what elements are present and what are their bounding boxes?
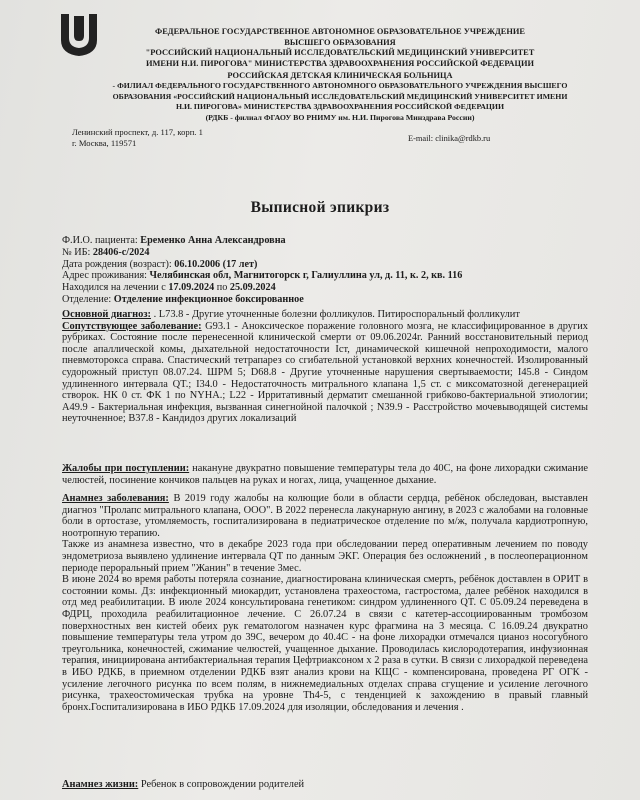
section-label: Анамнез заболевания:	[62, 493, 169, 504]
branch-line: (РДКБ - филиал ФГАОУ ВО РНИМУ им. Н.И. Пирогова Минздрава России)	[205, 112, 475, 122]
patient-address: Челябинская обл, Магнитогорск г, Галиуллина ул, д. 11, к. 2, кв. 116	[149, 270, 463, 282]
section-label: Сопутствующее заболевание:	[62, 320, 202, 332]
anamnesis-paragraph: Также из анамнеза известно, что в декабре 2023 года при обследовании перед оперативным лечением по поводу эндометриоза выявлено удлинение интервала QT по данным ЭКГ. Операция без осложнений , в послеоперационном периоде пероральный прием "Жанин" в течение 3мес.	[62, 539, 588, 574]
anamnesis-paragraph: В июне 2024 во время работы потеряла сознание, диагностирована клиническая смерть, ребёнок доставлен в ОРИТ в состоянии комы. Дз: инфекционный миокардит, установлена трахеостома, гастростома, далее ребёнок находился в отд мед реабилитации. В июле 2024 консультирована генетиком: синдром удлиненного QT. С 05.09.24 переведена в ФДРЦ, проходила реабилитационное лечение. С 26.07.24 в связи с катетер-ассоциированным тромбозом поверхностных вен кистей обеих рук гематологом назначен курс фрагмина на 3 месяца. С 16.09.24 двукратно повышение температуры тела утром до 39С, вечером до 40.4С - на фоне лихорадки отмечался цианоз носогубного треугольника, конечностей, сжимание челюстей, учащенное дыхание. Проводилась кислородотерапия, инфузионная терапия, инициирована антибактериальная терапия Цефтриаксоном х 2 раза в сутки. В связи с лихорадкой переведена в ИБО РДКБ, в приемном отделении РДКБ взят анализ крови на КЩС - компенсирована, проведена РГ ОГК - усиление легочного рисунка по всем полям, в нижнемедиальных отделах справа сгущение и усиление легочного рисунка, трахеостомическая трубка на уровне Th4-5, с тенденцией к захождению в правый главный бронх.Госпитализирована в ИБО РДКБ 17.09.2024 для изоляции, обследования и лечения .	[62, 574, 588, 713]
label: Находился на лечении с	[62, 282, 169, 294]
org-line: "РОССИЙСКИЙ НАЦИОНАЛЬНЫЙ ИССЛЕДОВАТЕЛЬСКИЙ МЕДИЦИНСКИЙ УНИВЕРСИТЕТ	[145, 48, 535, 58]
stay-to: 25.09.2024	[229, 282, 276, 294]
postal-address	[72, 127, 203, 148]
label: № ИБ:	[62, 246, 93, 258]
section-text: Ребенок в сопровождении родителей	[138, 779, 305, 790]
org-line: ИМЕНИ Н.И. ПИРОГОВА" МИНИСТЕРСТВА ЗДРАВООХРАНЕНИЯ РОССИЙСКОЙ ФЕДЕРАЦИИ	[146, 58, 534, 68]
document-title: Выписной эпикриз	[250, 199, 390, 216]
department-row	[62, 294, 602, 306]
comorbid-diagnosis	[62, 321, 588, 425]
stay-from: 17.09.2024	[168, 282, 215, 294]
patient-name-row	[62, 235, 602, 247]
section-label: Основной диагноз:	[62, 309, 151, 320]
section-label: Анамнез жизни:	[62, 779, 139, 790]
section-text: . L73.8 - Другие уточненные болезни фолликулов. Питироспоральный фолликулит	[150, 309, 520, 320]
section-text: В 2019 году жалобы на колющие боли в области сердца, ребёнок обследован, выставлен диагноз "Пролапс митрального клапана, ООО". В 2022 перенесла лакунарную ангину, в 2023 с жалобами на головные боли в ортостазе, утомляемость, госпитализирована в педиатрическое отделение по м/ж, получала кардиотропную, ноотропную терапию.	[62, 493, 588, 539]
patient-name: Еременко Анна Александровна	[140, 235, 286, 246]
label: Ф.И.О. пациента:	[62, 235, 141, 246]
life-anamnesis-text	[62, 779, 588, 791]
life-anamnesis-section	[62, 779, 588, 791]
branch-line: - ФИЛИАЛ ФЕДЕРАЛЬНОГО ГОСУДАРСТВЕННОГО АВТОНОМНОГО ОБРАЗОВАТЕЛЬНОГО УЧРЕЖДЕНИЯ ВЫСШЕГО	[112, 81, 568, 91]
anamnesis-section	[62, 493, 588, 713]
address-line: г. Москва, 119571	[72, 137, 137, 148]
branch-line: РОССИЙСКАЯ ДЕТСКАЯ КЛИНИЧЕСКАЯ БОЛЬНИЦА	[227, 71, 453, 80]
section-text: G93.1 - Аноксическое поражение головного мозга, не классифицированное в других рубриках. Состояние после перенесенной клинической смерти от 09.06.2024г. Ранний восстановительный период после апаллической комы, дыхательной недостаточности Iст, динамической кишечной непроходимости, малого пневмоторокса справа. Спастический тетрапарез со сгибательной установкой верхних конечностей. Изолированный судорожный приступ 08.07.24. ШРМ 5; D68.8 - Другие уточненные нарушения свертываемости; I45.8 - Синдом удлиненного интервала QT.; I34.0 - Недостаточность митрального клапана 1,5 ст. с миксоматозной дегенерацией створок. НК 0 ст. ФК 1 по NYHA.; L22 - Ирритативный дерматит смешанной грибково-бактериальной этиологии; A49.9 - Бактериальная инфекция, вызванная синегнойной палочкой ; N39.9 - Расстройство мочевыводящей системы неуточненное; B37.8 - Кандидоз других локализаций	[62, 320, 588, 425]
main-diagnosis	[62, 309, 588, 321]
branch-line: ОБРАЗОВАНИЯ «РОССИЙСКИЙ НАЦИОНАЛЬНЫЙ ИССЛЕДОВАТЕЛЬСКИЙ МЕДИЦИНСКИЙ УНИВЕРСИТЕТ ИМЕНИ	[112, 91, 568, 101]
email-address: E-mail: clinika@rdkb.ru	[408, 134, 491, 143]
department: Отделение инфекционное боксированное	[113, 293, 304, 305]
patient-info	[62, 235, 602, 306]
address-row	[62, 270, 602, 282]
branch-header	[105, 71, 575, 123]
dob-row	[62, 259, 602, 271]
section-label: Жалобы при поступлении:	[62, 463, 190, 474]
branch-line: Н.И. ПИРОГОВА» МИНИСТЕРСТВА ЗДРАВООХРАНЕНИЯ РОССИЙСКОЙ ФЕДЕРАЦИИ	[175, 102, 505, 112]
ib-row	[62, 247, 602, 259]
section-text: накануне двукратно повышение температуры тела до 40С, на фоне лихорадки сжимание челюстей, посинение кончиков пальцев на руках и ногах, лица, учащенное дыхание.	[62, 463, 588, 486]
label: Дата рождения (возраст):	[62, 258, 175, 270]
complaints-section	[62, 463, 588, 486]
ib-number: 28406-с/2024	[92, 246, 150, 258]
label: Отделение:	[62, 293, 114, 305]
university-logo-icon	[58, 10, 100, 58]
label: Адрес проживания:	[62, 270, 150, 282]
complaints-text	[62, 463, 588, 486]
org-line: ФЕДЕРАЛЬНОЕ ГОСУДАРСТВЕННОЕ АВТОНОМНОЕ ОБРАЗОВАТЕЛЬНОЕ УЧРЕЖДЕНИЕ	[155, 27, 525, 36]
address-line: Ленинский проспект, д. 117, корп. 1	[72, 127, 203, 137]
diagnosis-section	[62, 309, 588, 425]
label: по	[214, 282, 230, 294]
org-line: ВЫСШЕГО ОБРАЗОВАНИЯ	[284, 37, 396, 47]
stay-row	[62, 282, 602, 294]
anamnesis-paragraph	[62, 493, 588, 539]
organization-header	[105, 27, 575, 69]
dob: 06.10.2006 (17 лет)	[174, 258, 258, 270]
